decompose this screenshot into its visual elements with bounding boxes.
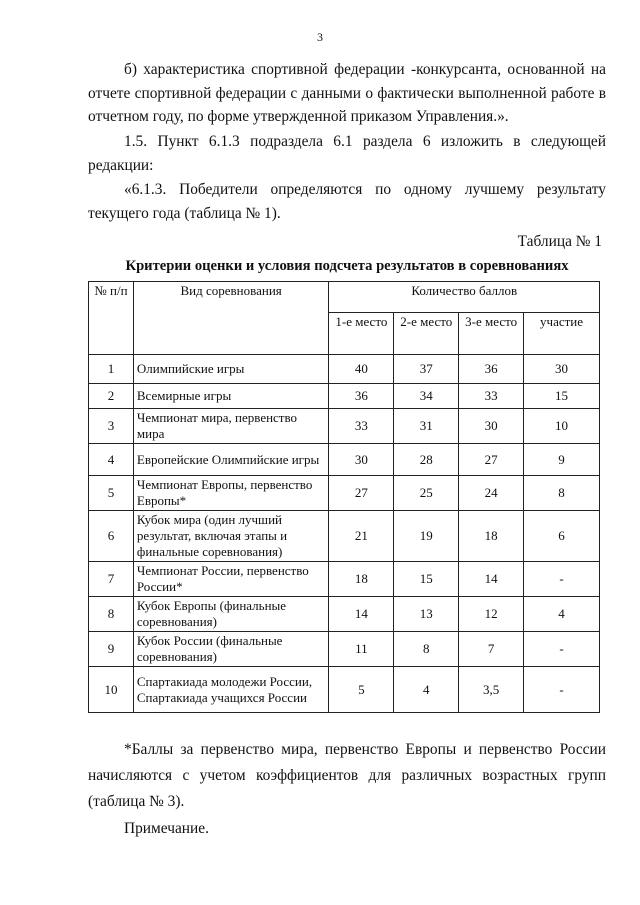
points-participation: 9 xyxy=(524,444,600,476)
points-participation: 30 xyxy=(524,355,600,384)
paragraph-clause-1-5: 1.5. Пункт 6.1.3 подраздела 6.1 раздела 6 изложить в следующей редакции: xyxy=(88,133,606,174)
points-place-1: 14 xyxy=(329,597,394,632)
points-place-2: 31 xyxy=(394,409,459,444)
table-label: Таблица № 1 xyxy=(517,233,602,250)
points-place-3: 3,5 xyxy=(459,667,524,713)
header-points: Количество баллов xyxy=(329,282,600,313)
footnote: *Баллы за первенство мира, первенство Европы и первенство России начисляются с учетом коэффициентов для различных возрастных групп (таблица № 3). xyxy=(88,741,606,810)
points-place-2: 15 xyxy=(394,562,459,597)
points-place-2: 8 xyxy=(394,632,459,667)
header-place-2: 2-е место xyxy=(394,313,459,355)
table-row xyxy=(89,384,600,409)
points-place-3: 14 xyxy=(459,562,524,597)
competition-name: Кубок мира (один лучший результат, включая этапы и финальные соревнования) xyxy=(133,511,329,562)
points-place-1: 30 xyxy=(329,444,394,476)
points-place-3: 36 xyxy=(459,355,524,384)
table-row xyxy=(89,476,600,511)
table-row xyxy=(89,562,600,597)
points-place-3: 7 xyxy=(459,632,524,667)
points-participation: - xyxy=(524,632,600,667)
row-number: 3 xyxy=(89,409,134,444)
table-row xyxy=(89,355,600,384)
points-place-1: 27 xyxy=(329,476,394,511)
competition-name: Кубок России (финальные соревнования) xyxy=(133,632,329,667)
table-row xyxy=(89,632,600,667)
competition-name: Европейские Олимпийские игры xyxy=(133,444,329,476)
table-body xyxy=(89,355,600,713)
competition-name: Кубок Европы (финальные соревнования) xyxy=(133,597,329,632)
header-place-1: 1-е место xyxy=(329,313,394,355)
page-number: 3 xyxy=(317,30,323,44)
row-number: 10 xyxy=(89,667,134,713)
table-row xyxy=(89,409,600,444)
row-number: 6 xyxy=(89,511,134,562)
row-number: 7 xyxy=(89,562,134,597)
row-number: 1 xyxy=(89,355,134,384)
points-place-2: 25 xyxy=(394,476,459,511)
points-place-2: 37 xyxy=(394,355,459,384)
header-competition-type: Вид соревнования xyxy=(133,282,329,355)
points-place-1: 33 xyxy=(329,409,394,444)
points-place-3: 33 xyxy=(459,384,524,409)
table-row xyxy=(89,511,600,562)
paragraph-characteristic: б) характеристика спортивной федерации -конкурсанта, основанной на отчете спортивной федерации с данными о фактически выполненной работе в отчетном году, по форме утвержденной приказом Управления.». xyxy=(88,61,606,125)
points-participation: 15 xyxy=(524,384,600,409)
points-participation: 4 xyxy=(524,597,600,632)
table-row xyxy=(89,444,600,476)
points-place-3: 27 xyxy=(459,444,524,476)
points-participation: 6 xyxy=(524,511,600,562)
row-number: 4 xyxy=(89,444,134,476)
points-place-2: 4 xyxy=(394,667,459,713)
points-place-1: 18 xyxy=(329,562,394,597)
header-number: № п/п xyxy=(89,282,134,355)
competition-name: Чемпионат мира, первенство мира xyxy=(133,409,329,444)
points-place-2: 13 xyxy=(394,597,459,632)
criteria-table xyxy=(88,281,600,713)
points-place-3: 12 xyxy=(459,597,524,632)
header-participation: участие xyxy=(524,313,600,355)
competition-name: Спартакиада молодежи России, Спартакиада учащихся России xyxy=(133,667,329,713)
points-place-2: 28 xyxy=(394,444,459,476)
points-place-2: 34 xyxy=(394,384,459,409)
points-place-1: 21 xyxy=(329,511,394,562)
table-row xyxy=(89,667,600,713)
points-place-3: 24 xyxy=(459,476,524,511)
points-place-1: 5 xyxy=(329,667,394,713)
points-place-3: 30 xyxy=(459,409,524,444)
row-number: 9 xyxy=(89,632,134,667)
row-number: 2 xyxy=(89,384,134,409)
points-participation: 10 xyxy=(524,409,600,444)
points-place-3: 18 xyxy=(459,511,524,562)
competition-name: Чемпионат России, первенство России* xyxy=(133,562,329,597)
competition-name: Всемирные игры xyxy=(133,384,329,409)
points-participation: - xyxy=(524,667,600,713)
points-place-2: 19 xyxy=(394,511,459,562)
header-place-3: 3-е место xyxy=(459,313,524,355)
points-participation: 8 xyxy=(524,476,600,511)
points-participation: - xyxy=(524,562,600,597)
points-place-1: 11 xyxy=(329,632,394,667)
row-number: 5 xyxy=(89,476,134,511)
note-heading: Примечание. xyxy=(124,820,209,837)
paragraph-clause-6-1-3: «6.1.3. Победители определяются по одному лучшему результату текущего года (таблица № 1). xyxy=(88,181,606,222)
points-place-1: 36 xyxy=(329,384,394,409)
table-row xyxy=(89,597,600,632)
competition-name: Олимпийские игры xyxy=(133,355,329,384)
points-place-1: 40 xyxy=(329,355,394,384)
table-title: Критерии оценки и условия подсчета результатов в соревнованиях xyxy=(125,258,569,274)
competition-name: Чемпионат Европы, первенство Европы* xyxy=(133,476,329,511)
row-number: 8 xyxy=(89,597,134,632)
